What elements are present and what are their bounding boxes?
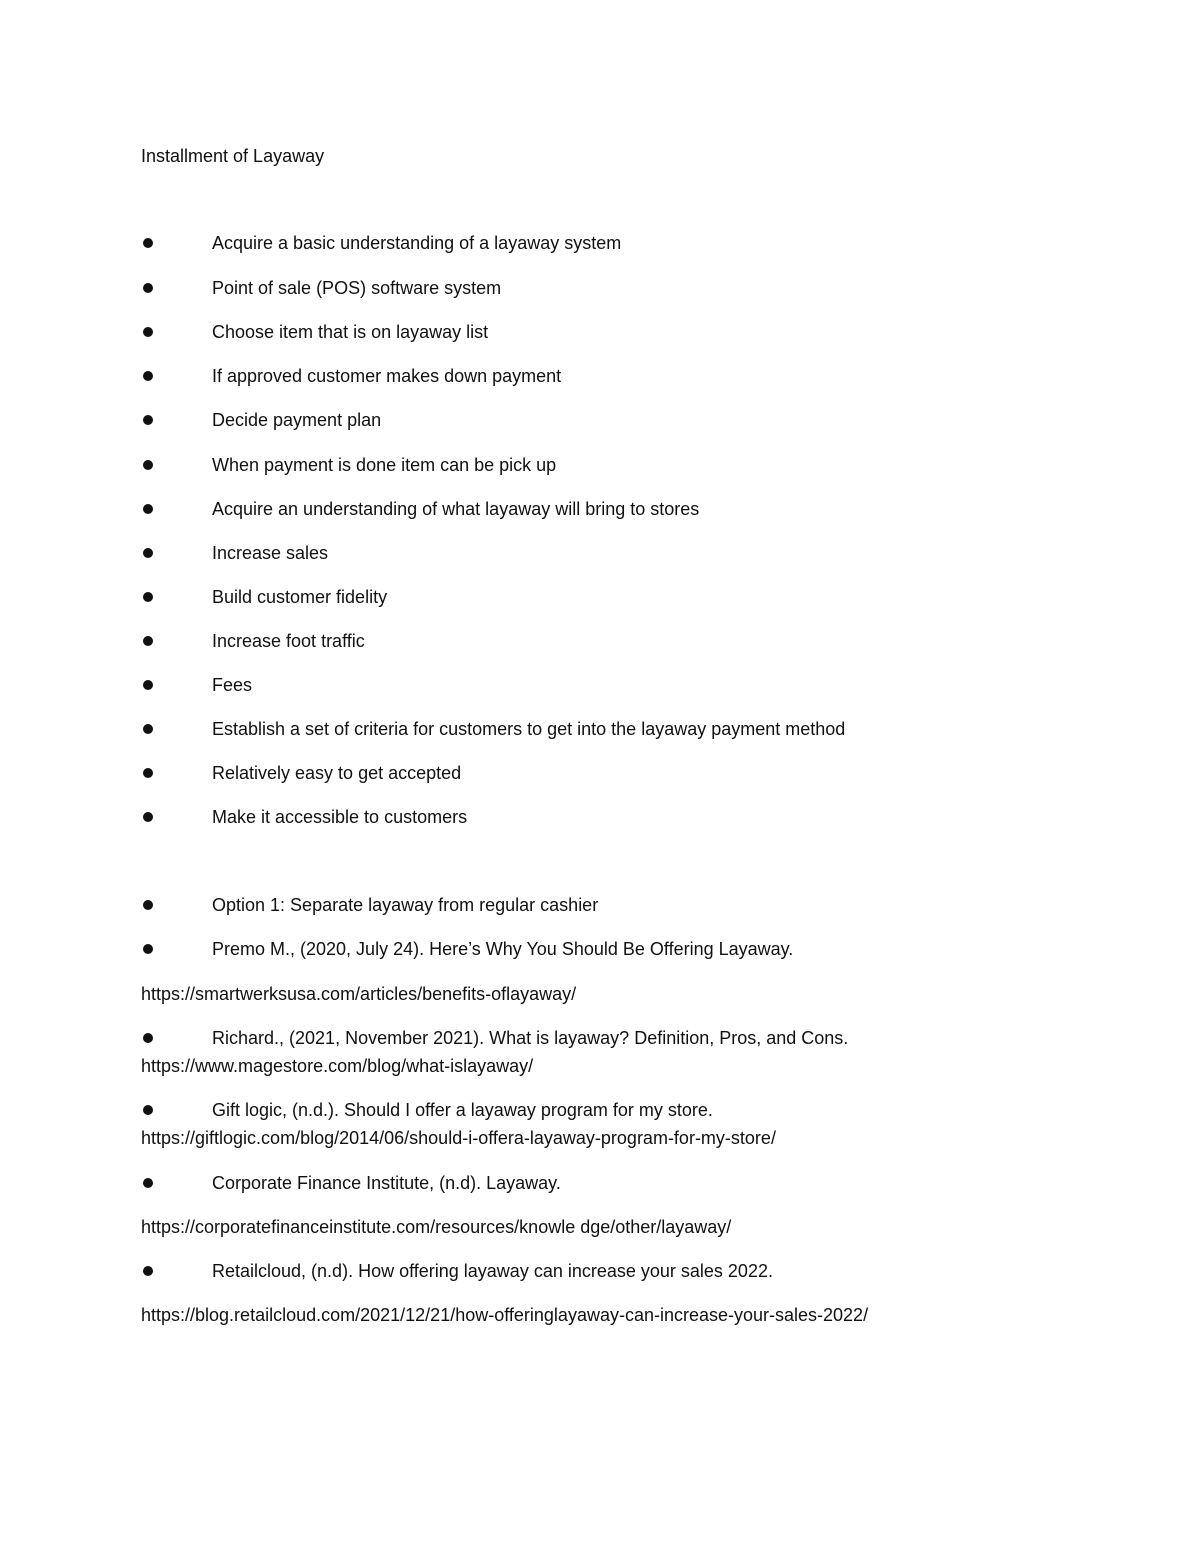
list-item-text: Point of sale (POS) software system <box>212 278 502 298</box>
reference-citation: Retailcloud, (n.d). How offering layaway can increase your sales 2022. <box>212 1261 773 1281</box>
list-item-text: Establish a set of criteria for customers to get into the layaway payment method <box>212 719 846 739</box>
list-item-text: Build customer fidelity <box>212 587 388 607</box>
document-title: Installment of Layaway <box>141 146 325 166</box>
list-item-text: If approved customer makes down payment <box>212 366 562 386</box>
bullet-icon <box>143 460 153 470</box>
bullet-icon <box>143 812 153 822</box>
reference-url[interactable]: https://smartwerksusa.com/articles/benefits-oflayaway/ <box>141 984 577 1004</box>
reference-url[interactable]: https://www.magestore.com/blog/what-islayaway/ <box>141 1056 534 1076</box>
list-item-text: Acquire a basic understanding of a layaway system <box>212 233 622 253</box>
bullet-icon <box>143 1178 153 1188</box>
reference-citation: Corporate Finance Institute, (n.d). Layaway. <box>212 1173 561 1193</box>
bullet-icon <box>143 724 153 734</box>
reference-citation: Premo M., (2020, July 24). Here’s Why You Should Be Offering Layaway. <box>212 939 794 959</box>
list-item-text: Relatively easy to get accepted <box>212 763 462 783</box>
bullet-icon <box>143 548 153 558</box>
bullet-icon <box>143 900 153 910</box>
bullet-icon <box>143 1033 153 1043</box>
bullet-icon <box>143 327 153 337</box>
list-item-text: Choose item that is on layaway list <box>212 322 489 342</box>
bullet-icon <box>143 944 153 954</box>
option-text: Option 1: Separate layaway from regular cashier <box>212 895 599 915</box>
reference-url[interactable]: https://blog.retailcloud.com/2021/12/21/how-offeringlayaway-can-increase-your-sales-2022/ <box>141 1305 869 1325</box>
list-item-text: Increase foot traffic <box>212 631 365 651</box>
bullet-icon <box>143 415 153 425</box>
reference-url[interactable]: https://giftlogic.com/blog/2014/06/should-i-offera-layaway-program-for-my-store/ <box>141 1128 776 1148</box>
bullet-icon <box>143 636 153 646</box>
list-item-text: Fees <box>212 675 253 695</box>
reference-citation: Gift logic, (n.d.). Should I offer a layaway program for my store. <box>212 1100 713 1120</box>
bullet-icon <box>143 1266 153 1276</box>
reference-citation: Richard., (2021, November 2021). What is layaway? Definition, Pros, and Cons. <box>212 1028 849 1048</box>
reference-url[interactable]: https://corporatefinanceinstitute.com/resources/knowle dge/other/layaway/ <box>141 1217 732 1237</box>
bullet-icon <box>143 680 153 690</box>
list-item-text: Acquire an understanding of what layaway will bring to stores <box>212 499 700 519</box>
bullet-icon <box>143 371 153 381</box>
list-item-text: Decide payment plan <box>212 410 382 430</box>
bullet-icon <box>143 238 153 248</box>
bullet-icon <box>143 592 153 602</box>
bullet-icon <box>143 504 153 514</box>
list-item-text: Increase sales <box>212 543 329 563</box>
bullet-icon <box>143 283 153 293</box>
list-item-text: Make it accessible to customers <box>212 807 468 827</box>
list-item-text: When payment is done item can be pick up <box>212 455 557 475</box>
bullet-icon <box>143 1105 153 1115</box>
bullet-icon <box>143 768 153 778</box>
